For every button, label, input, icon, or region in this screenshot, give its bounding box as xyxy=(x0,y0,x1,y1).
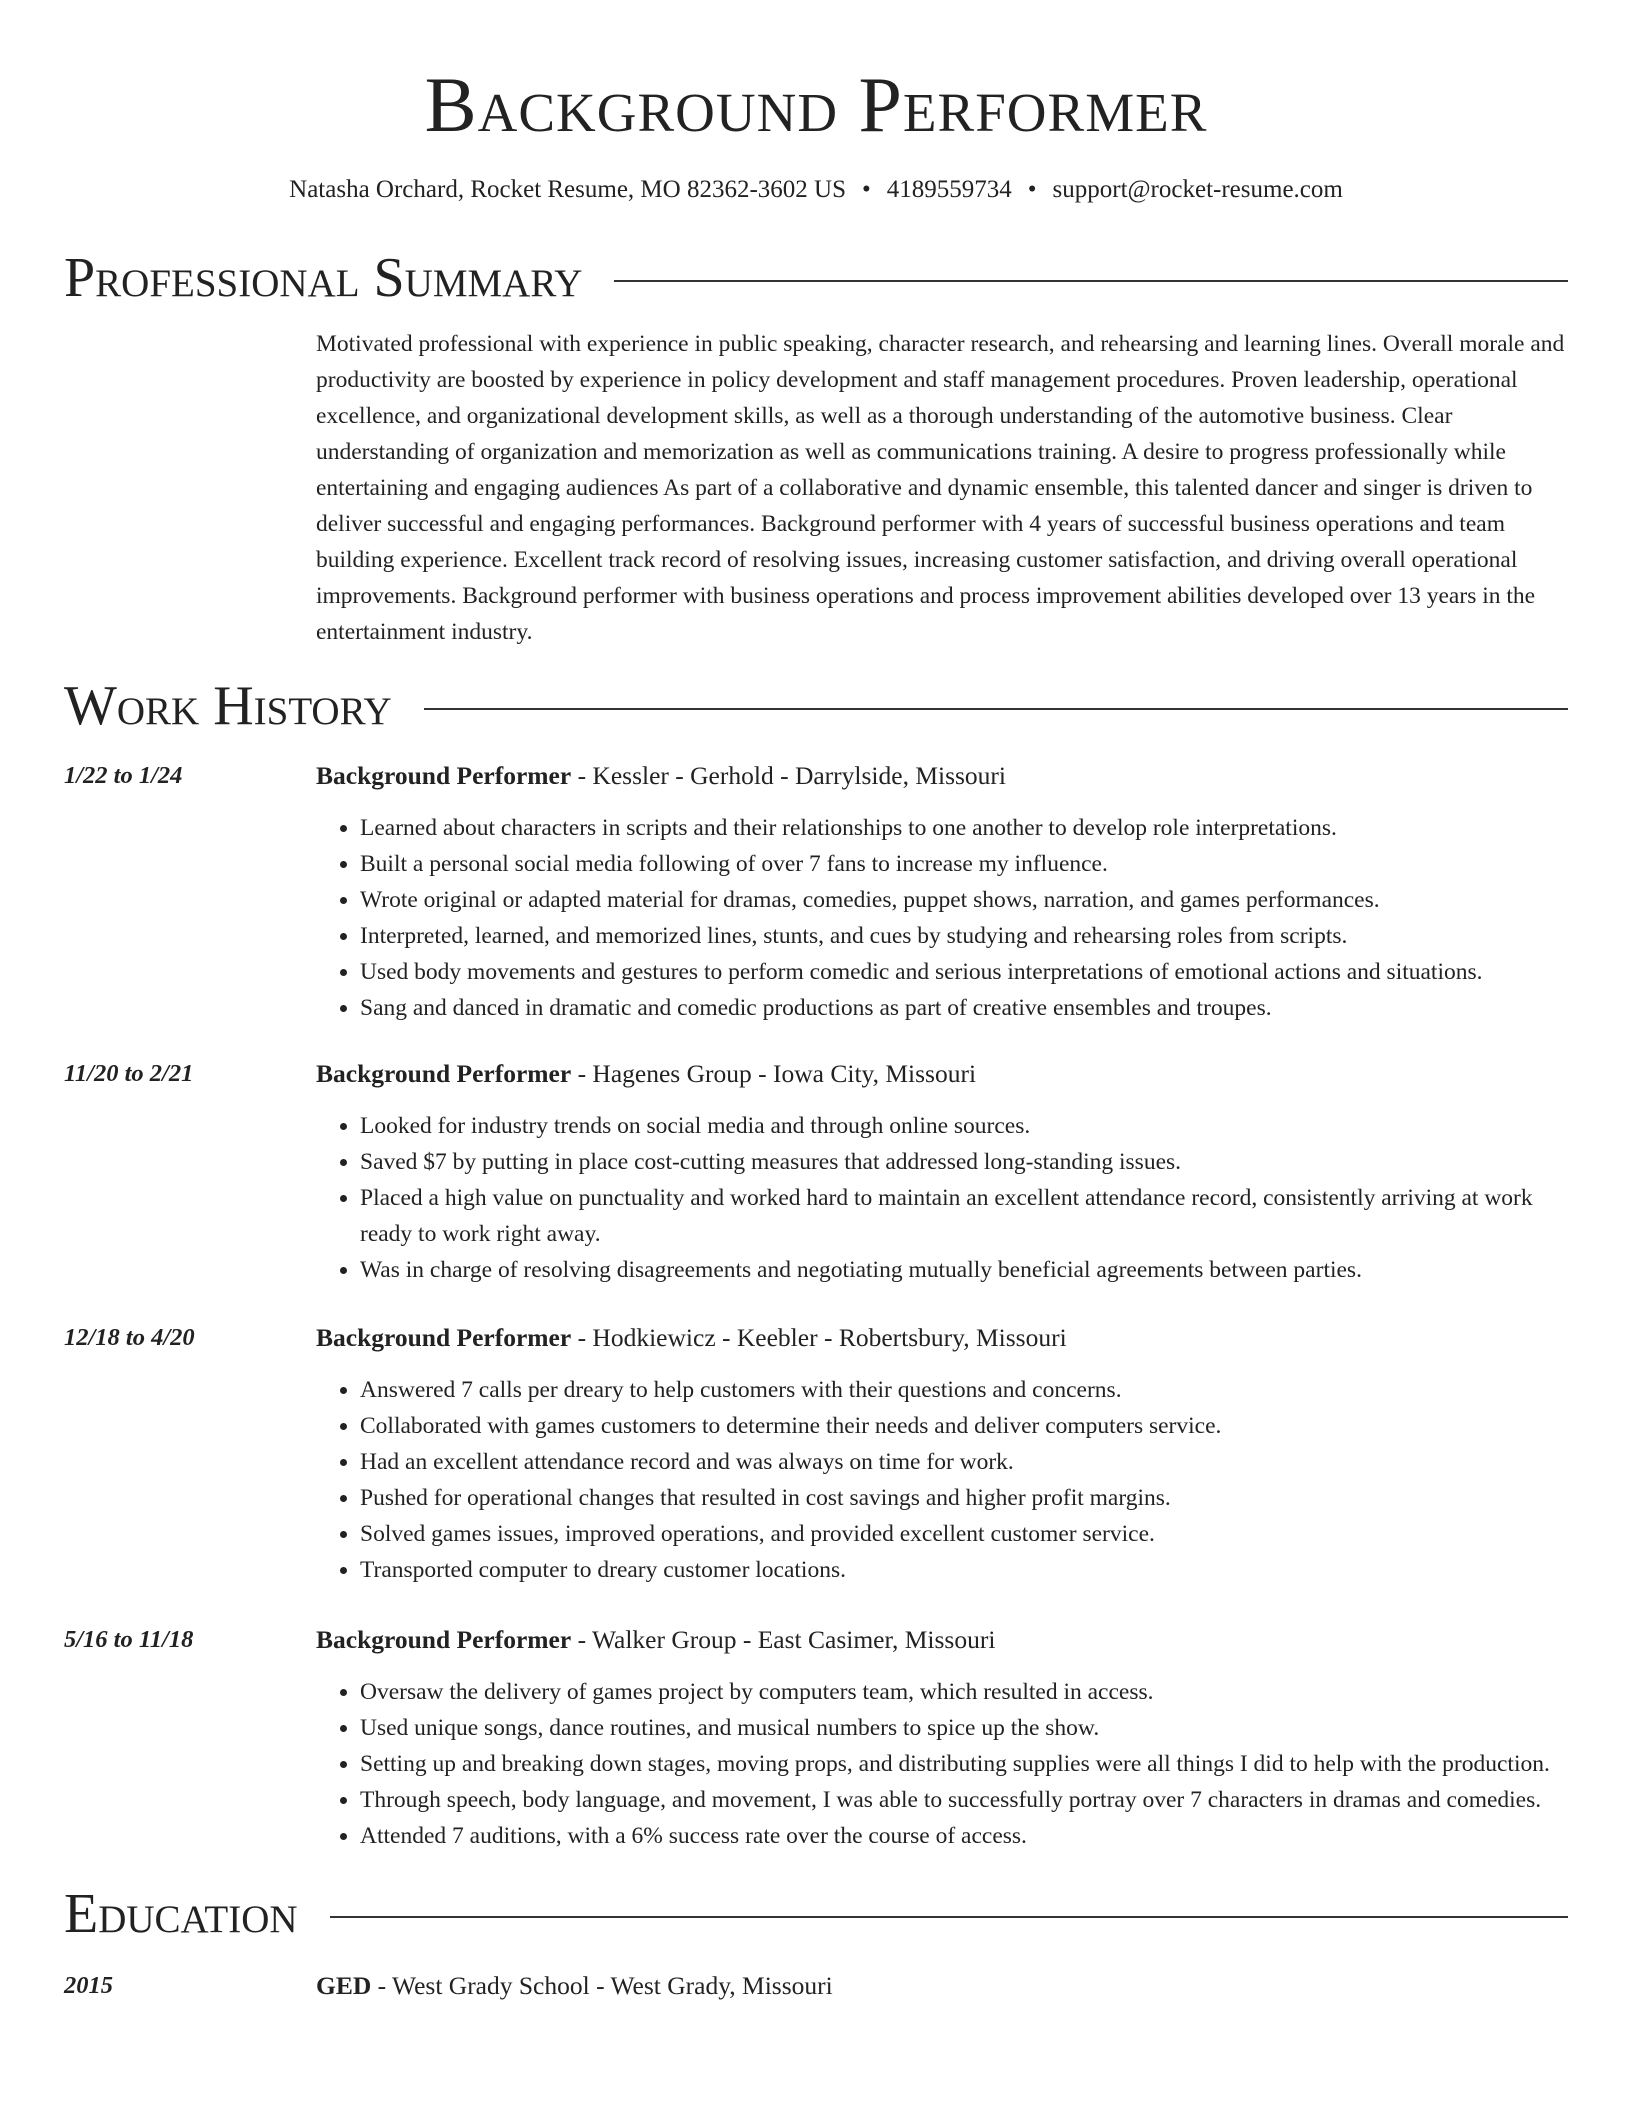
job-duty: • Through speech, body language, and movement, I was able to successfully portray over 7 characters in dramas and comedies. xyxy=(360,1782,1568,1818)
job-duties-list xyxy=(316,810,1568,1026)
contact-email: support@rocket-resume.com xyxy=(1052,176,1343,203)
job-role: Background Performer xyxy=(316,1323,572,1352)
section-divider xyxy=(424,708,1568,710)
job-duty: • Collaborated with games customers to determine their needs and deliver computers service. xyxy=(360,1408,1568,1444)
job-title-line xyxy=(316,1320,1568,1356)
education-year: 2015 xyxy=(64,1972,113,1999)
job-duty: • Wrote original or adapted material for dramas, comedies, puppet shows, narration, and games performances. xyxy=(360,882,1568,918)
work-section-header xyxy=(64,674,1568,738)
job-dates: 11/20 to 2/21 xyxy=(64,1060,194,1087)
job-body xyxy=(316,758,1568,1026)
job-duty: • Attended 7 auditions, with a 6% success rate over the course of access. xyxy=(360,1818,1568,1854)
job-duty: • Answered 7 calls per dreary to help customers with their questions and concerns. xyxy=(360,1372,1568,1408)
education-title-line xyxy=(316,1968,1568,2004)
job-duties-list xyxy=(316,1108,1568,1288)
job-duty: • Used unique songs, dance routines, and musical numbers to spice up the show. xyxy=(360,1710,1568,1746)
job-details: - Kessler - Gerhold - Darrylside, Missouri xyxy=(571,761,1007,790)
job-duty: • Placed a high value on punctuality and worked hard to maintain an excellent attendance record, consistently arriving at work ready to work right away. xyxy=(360,1180,1568,1252)
summary-section-title: Professional Summary xyxy=(64,247,583,309)
job-entry xyxy=(64,758,1568,1026)
contact-separator: • xyxy=(862,176,871,203)
candidate-name: Background Performer xyxy=(424,61,1208,148)
job-dates: 5/16 to 11/18 xyxy=(64,1626,194,1653)
contact-separator: • xyxy=(1027,176,1037,203)
job-duty: • Oversaw the delivery of games project by computers team, which resulted in access. xyxy=(360,1674,1568,1710)
job-duty: • Was in charge of resolving disagreements and negotiating mutually beneficial agreements between parties. xyxy=(360,1252,1568,1288)
job-duty: • Sang and danced in dramatic and comedic productions as part of creative ensembles and troupes. xyxy=(360,990,1568,1026)
contact-line xyxy=(64,174,1568,206)
job-duty: • Transported computer to dreary customer locations. xyxy=(360,1552,1568,1588)
job-entry xyxy=(64,1320,1568,1588)
job-duty: • Saved $7 by putting in place cost-cutting measures that addressed long-standing issues. xyxy=(360,1144,1568,1180)
work-section-title: Work History xyxy=(64,675,392,737)
job-role: Background Performer xyxy=(316,1625,572,1654)
job-title-line xyxy=(316,758,1568,794)
job-duty: • Solved games issues, improved operations, and provided excellent customer service. xyxy=(360,1516,1568,1552)
job-role: Background Performer xyxy=(316,1059,572,1088)
job-dates: 12/18 to 4/20 xyxy=(64,1324,195,1351)
job-duty: • Interpreted, learned, and memorized lines, stunts, and cues by studying and rehearsing roles from scripts. xyxy=(360,918,1568,954)
summary-section-header xyxy=(64,246,1568,310)
job-duty: • Had an excellent attendance record and was always on time for work. xyxy=(360,1444,1568,1480)
job-details: - Hodkiewicz - Keebler - Robertsbury, Missouri xyxy=(571,1323,1067,1352)
education-body xyxy=(316,1968,1568,2004)
education-entry xyxy=(64,1968,1568,2004)
work-history-list xyxy=(64,758,1568,1854)
education-section-header xyxy=(64,1882,1568,1946)
job-details: - Walker Group - East Casimer, Missouri xyxy=(571,1625,996,1654)
job-duty: • Built a personal social media following of over 7 fans to increase my influence. xyxy=(360,846,1568,882)
job-title-line xyxy=(316,1056,1568,1092)
job-entry xyxy=(64,1622,1568,1854)
section-divider xyxy=(614,280,1568,282)
job-duty: • Pushed for operational changes that resulted in cost savings and higher profit margins. xyxy=(360,1480,1568,1516)
education-section-title: Education xyxy=(64,1883,298,1945)
job-title-line xyxy=(316,1622,1568,1658)
job-dates: 1/22 to 1/24 xyxy=(64,762,183,789)
summary-text: Motivated professional with experience in public speaking, character research, and rehearsing and learning lines. Overall morale and productivity are boosted by experience in policy development and staff management procedures. Proven leadership, operational excellence, and organizational development skills, as well as a thorough understanding of the automotive business. Clear understanding of organization and memorization as well as communications training. A desire to progress professionally while entertaining and engaging audiences As part of a collaborative and dynamic ensemble, this talented dancer and singer is driven to deliver successful and engaging performances. Background performer with 4 years of successful business operations and team building experience. Excellent track record of resolving issues, increasing customer satisfaction, and driving overall operational improvements. Background performer with business operations and process improvement abilities developed over 13 years in the entertainment industry. xyxy=(316,331,1565,645)
education-degree: GED xyxy=(316,1971,372,2000)
education-details: - West Grady School - West Grady, Missouri xyxy=(371,1971,833,2000)
job-duty: • Used body movements and gestures to perform comedic and serious interpretations of emotional actions and situations. xyxy=(360,954,1568,990)
job-body xyxy=(316,1622,1568,1854)
section-divider xyxy=(330,1916,1568,1918)
job-role: Background Performer xyxy=(316,761,572,790)
job-duties-list xyxy=(316,1674,1568,1854)
contact-phone: 4189559734 xyxy=(886,176,1012,203)
job-duties-list xyxy=(316,1372,1568,1588)
job-entry xyxy=(64,1056,1568,1288)
contact-address: Natasha Orchard, Rocket Resume, MO 82362-3602 US xyxy=(289,176,846,203)
job-duty: • Learned about characters in scripts and their relationships to one another to develop role interpretations. xyxy=(360,810,1568,846)
job-body xyxy=(316,1056,1568,1288)
education-list xyxy=(64,1968,1568,2004)
job-duty: • Setting up and breaking down stages, moving props, and distributing supplies were all things I did to help with the production. xyxy=(360,1746,1568,1782)
job-duty: • Looked for industry trends on social media and through online sources. xyxy=(360,1108,1568,1144)
job-body xyxy=(316,1320,1568,1588)
job-details: - Hagenes Group - Iowa City, Missouri xyxy=(571,1059,977,1088)
